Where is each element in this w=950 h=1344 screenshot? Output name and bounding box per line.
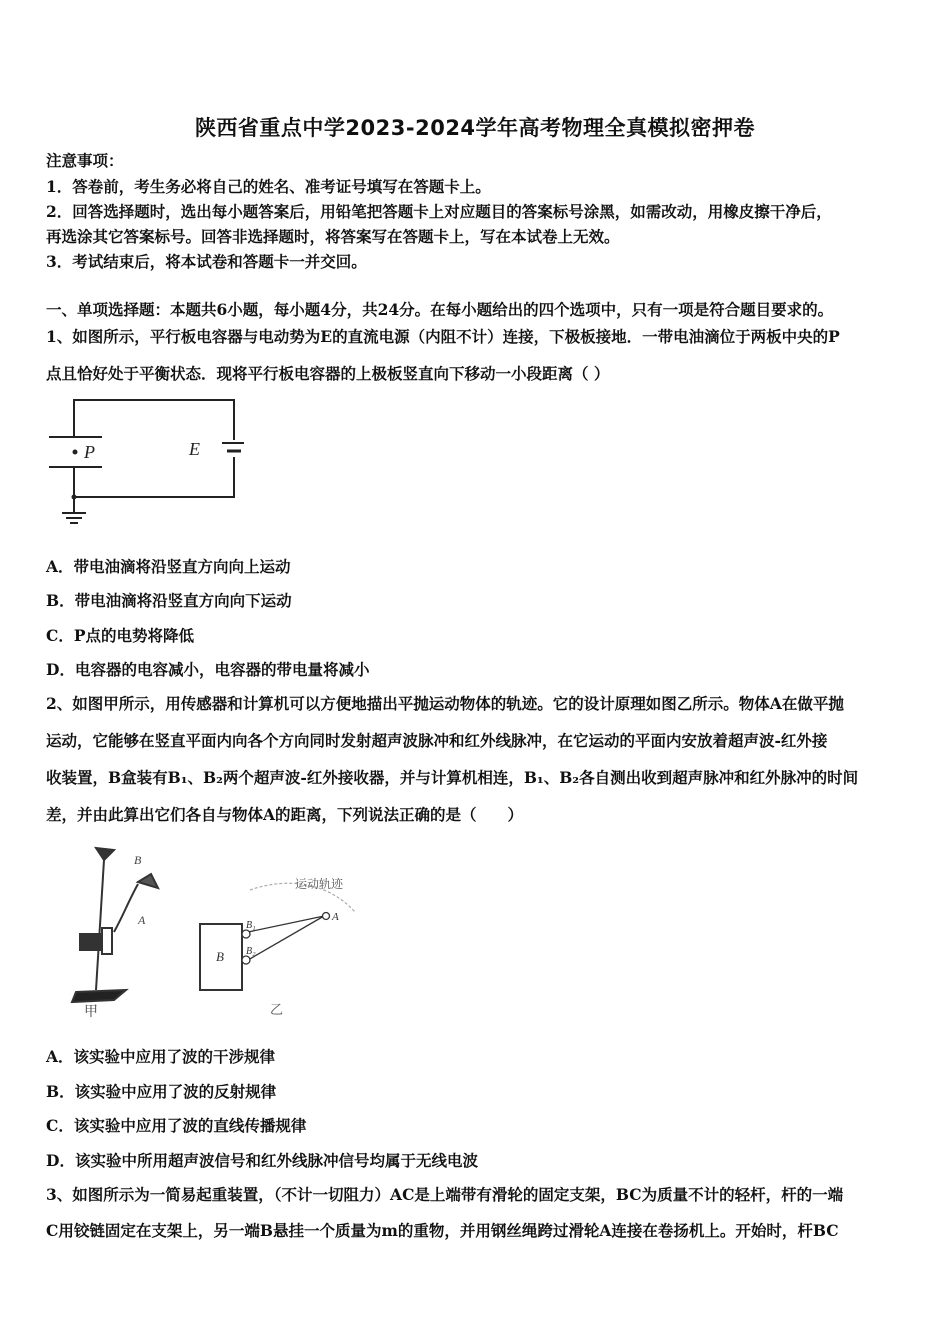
label-b1: B₁: [246, 920, 256, 931]
notice-item: 2．回答选择题时，选出每小题答案后，用铅笔把答题卡上对应题目的答案标号涂黑，如需改动，用橡皮擦干净后，: [46, 202, 832, 221]
notice-item: 3．考试结束后，将本试卷和答题卡一并交回。: [46, 252, 367, 271]
q1-option-a: A．带电油滴将沿竖直方向向上运动: [46, 557, 291, 576]
question-2-line: 收装置，B盒装有B₁、B₂两个超声波-红外接收器，并与计算机相连，B₁、B₂各自测出收到超声脉冲和红外脉冲的时间: [46, 768, 859, 787]
q1-option-b: B．带电油滴将沿竖直方向向下运动: [46, 591, 292, 610]
capacitor-circuit-figure: [44, 395, 244, 535]
page-title: 陕西省重点中学2023-2024学年高考物理全真模拟密押卷: [194, 116, 756, 140]
section-heading: 一、单项选择题：本题共6小题，每小题4分，共24分。在每小题给出的四个选项中，只有一项是符合题目要求的。: [46, 300, 834, 319]
question-1-line: 点且恰好处于平衡状态．现将平行板电容器的上极板竖直向下移动一小段距离（ ）: [46, 364, 610, 383]
q1-option-d: D．电容器的电容减小，电容器的带电量将减小: [46, 660, 370, 679]
notice-item: 1．答卷前，考生务必将自己的姓名、准考证号填写在答题卡上。: [46, 177, 491, 196]
label-b: B: [134, 853, 142, 867]
label-jia: 甲: [84, 1004, 98, 1020]
label-trajectory: 运动轨迹: [295, 877, 344, 891]
label-b2: B₂: [246, 946, 256, 957]
notice-heading: 注意事项：: [46, 151, 124, 170]
question-2-line: 运动，它能够在竖直平面内向各个方向同时发射超声波脉冲和红外线脉冲，在它运动的平面内安放着超声波-红外接: [46, 731, 828, 750]
q2-option-b: B．该实验中应用了波的反射规律: [46, 1082, 277, 1101]
question-2-line: 差，并由此算出它们各自与物体A的距离，下列说法正确的是（ ）: [46, 805, 524, 824]
principle-figure-yi: [190, 862, 370, 1022]
question-1-line: 1、如图所示，平行板电容器与电动势为E的直流电源（内阻不计）连接，下极板接地．一带电油滴位于两板中央的P: [46, 327, 840, 346]
label-e: E: [189, 439, 200, 459]
q2-option-c: C．该实验中应用了波的直线传播规律: [46, 1116, 307, 1135]
notice-item: 再选涂其它答案标号。回答非选择题时，将答案写在答题卡上，写在本试卷上无效。: [46, 227, 620, 246]
q1-option-c: C．P点的电势将降低: [46, 626, 194, 645]
apparatus-figure-jia: [66, 842, 186, 1022]
q2-option-d: D．该实验中所用超声波信号和红外线脉冲信号均属于无线电波: [46, 1151, 478, 1170]
q2-option-a: A．该实验中应用了波的干涉规律: [46, 1047, 276, 1066]
label-a2: A: [332, 911, 339, 923]
label-a: A: [138, 913, 146, 927]
question-2-line: 2、如图甲所示，用传感器和计算机可以方便地描出平抛运动物体的轨迹。它的设计原理如图乙所示。物体A在做平抛: [46, 694, 844, 713]
label-yi: 乙: [270, 1003, 284, 1018]
question-3-line: C用铰链固定在支架上，另一端B悬挂一个质量为m的重物，并用钢丝绳跨过滑轮A连接在卷扬机上。开始时，杆BC: [46, 1221, 839, 1240]
label-box-b: B: [216, 949, 224, 964]
label-p: P: [84, 442, 95, 462]
question-3-line: 3、如图所示为一简易起重装置，（不计一切阻力）AC是上端带有滑轮的固定支架，BC为质量不计的轻杆，杆的一端: [46, 1185, 844, 1204]
